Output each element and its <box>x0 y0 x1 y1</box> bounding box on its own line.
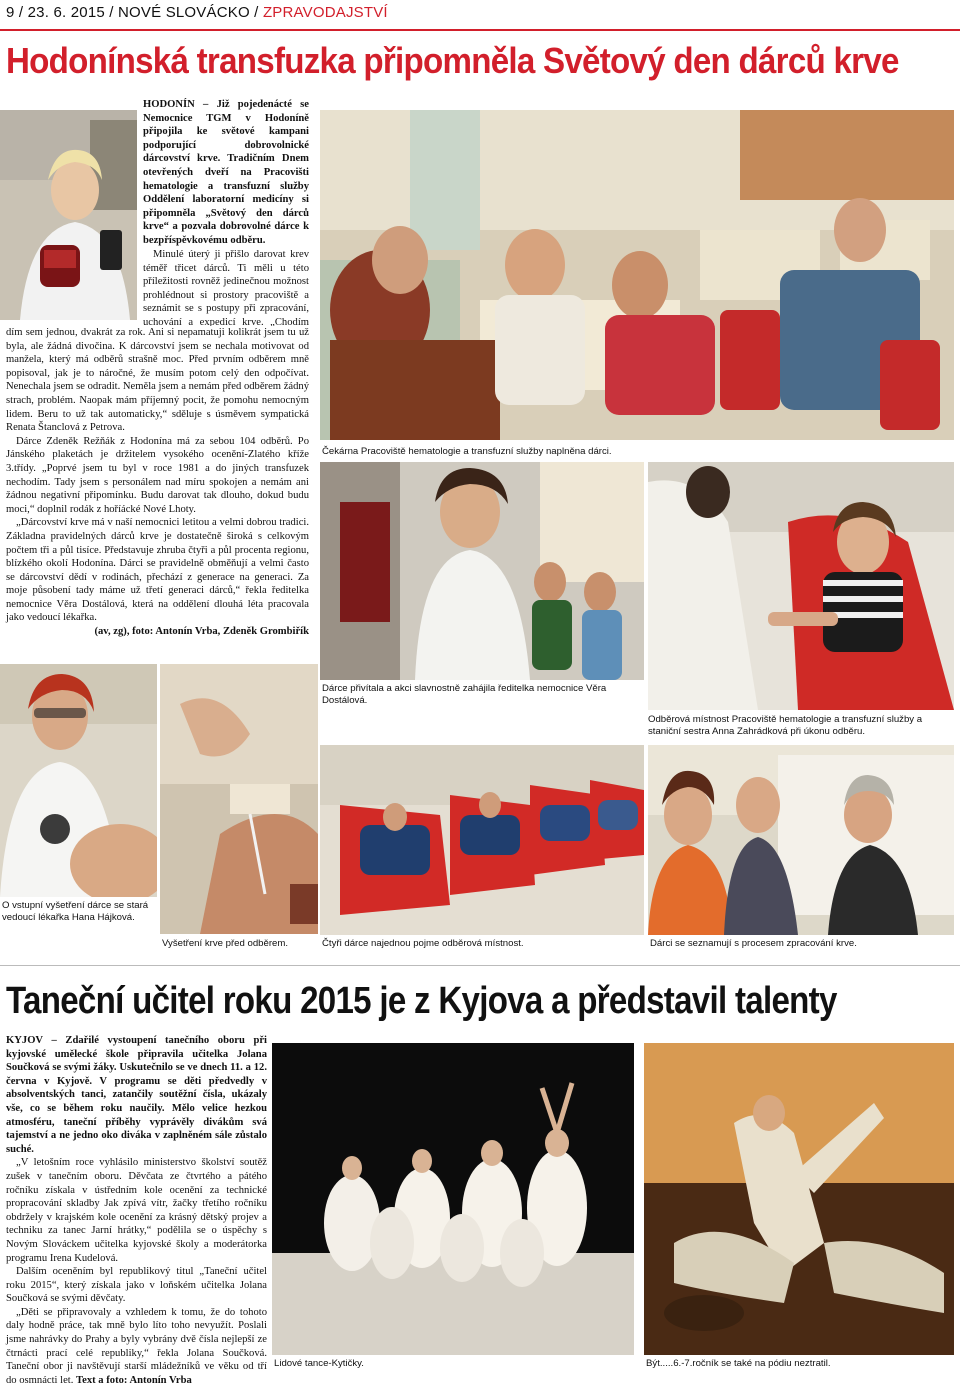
article1-lead: HODONÍN – Již pojedenácté se Nemocnice TGM v Hodoníně připojila ke světové kampani podporující dobrovolnické dárcovství krve. Tradičním Dnem otevřených dveří na Pracovišti hematologie a transfuzní služby Oddělení laboratorní medicíny si připomněla „Světový den dárců krve“ a pozvala dobrovolné dárce k bezpříspěvkovému odběru. <box>143 99 309 246</box>
caption-four-donors: Čtyři dárce najednou pojme odběrová místnost. <box>322 938 524 949</box>
caption-waiting-room: Čekárna Pracoviště hematologie a transfuzní služby naplněna dárci. <box>322 446 612 457</box>
article2-text <box>6 1034 267 1387</box>
article-divider <box>0 965 960 966</box>
article2-headline: Taneční učitel roku 2015 je z Kyjova a představil talenty <box>6 980 837 1022</box>
article1-text-flow <box>6 326 309 639</box>
caption-doctor: O vstupní vyšetření dárce se stará vedoucí lékařka Hana Hájková. <box>2 900 149 923</box>
photo-exam <box>160 664 318 934</box>
photo-kids-dancing <box>272 1043 634 1355</box>
issue-info: 9 / 23. 6. 2015 / NOVÉ SLOVÁCKO / <box>6 4 263 21</box>
article2-paragraph-2: Dalším oceněním byl republikový titul „Taneční učitel roku 2015“, který získala jako v loňském učitelka Jolana Součková se svými děvčaty. <box>6 1266 267 1305</box>
photo-director <box>320 462 644 680</box>
photo-processing <box>648 745 954 935</box>
photo-collection-room <box>648 462 954 710</box>
caption-processing: Dárci se seznamují s procesem zpracování krve. <box>650 938 857 949</box>
photo-four-donors <box>320 745 644 935</box>
photo-adult-dancers <box>644 1043 954 1355</box>
article2-signature: Text a foto: Antonín Vrba <box>76 1374 192 1386</box>
caption-kids: Lidové tance-Kytičky. <box>274 1358 364 1369</box>
caption-exam: Vyšetření krve před odběrem. <box>162 938 289 949</box>
article1-paragraph-narrow <box>143 248 309 326</box>
caption-director: Dárce přivítala a akci slavnostně zahájila ředitelka nemocnice Věra Dostálová. <box>322 683 607 706</box>
article1-paragraph-2: Dárce Zdeněk Režňák z Hodonína má za sebou 104 odběrů. Po Jánského plaketách je držitelem vysokého ocenění-Zlatého kříže 3.třídy. „Poprvé jsem tu byl v roce 1981 a do jiných transfuzek nechodím. Tady jsem s personálem nad míru spokojen a nemám ani žádnou negativní připomínku. Budu darovat tak dlouho, dokud budu moci,“ doplnil rodák z hoříácké Nové Lhoty. <box>6 435 309 515</box>
page-header <box>6 4 388 21</box>
article1-paragraph-3: „Dárcovství krve má v naší nemocnici letitou a velmi dobrou tradici. Základna pravidelných dárců krve je dostatečně široká s celkovým počtem tři a půl tisíce. Představuje zhruba čtyři a půl procenta regionu, blízkého okolí Hodonína. Dárci se pravidelně obměňují a velmi často se dárcovství dědí v rodinách, přechází z generace na generaci. Za moje působení tady máme už třetí generaci dárců,“ řekla ředitelka nemocnice Věra Dostálová, která na oddělení dlouhá léta pracovala jako vedoucí lékařka. <box>6 517 309 624</box>
photo-doctor <box>0 664 157 897</box>
article1-signature: (av, zg), foto: Antonín Vrba, Zdeněk Grombiřík <box>94 626 309 638</box>
photo-waiting-room <box>320 110 954 440</box>
article1-headline: Hodonínská transfuzka připomněla Světový den dárců krve <box>6 40 899 81</box>
caption-adults: Být.....6.-7.ročník se také na pódiu neztratil. <box>646 1358 831 1369</box>
article2-paragraph-3: „Děti se připravovaly a vzhledem k tomu, že do tohoto daly hodně práce, tak mně bylo líto toho nevyužít. Poslali jsme nahrávky do Prahy a byly vybrány dvě čísla nejlepší ze čtrnácti prací celé republiky,“ řekla Jolana Součková. Taneční obor ji navštěvují starší mládežníků ve věku od tří do osmnácti let. Text a foto: Antonín Vrba <box>6 1306 267 1386</box>
section-label: ZPRAVODAJSTVÍ <box>262 4 388 21</box>
photo-nurse-blood-bag <box>0 110 137 320</box>
article1-lead-column <box>143 98 309 248</box>
article1-paragraph-1: Minulé úterý ji přišlo darovat krev téměř třicet dárců. Ti měli u této příležitosti rovněž jedinečnou možnost prohlédnout si prostory pracoviště a seznámit se s postupy při zpracování, uchování a expedicí krve. „Chodím <box>143 249 309 326</box>
header-rule <box>0 29 960 31</box>
article1-paragraph-1b: dím sem jednou, dvakrát za rok. Ani si nepamatuji kolikrát jsem tu už byla, ale žádná divočina. K dárcovství jsem se nechala motivovat od manžela, který má odběrů strašně moc. Před prvním odběrem mně popisoval, jak je to náročné, že musím potom celý den odpočívat. Nenechala jsem se odradit. Neměla jsem a nemám před odběrem žádný strach, problém. Naopak mám příjemný pocit, že pomohu nemocným lidem. Beru to už tak automaticky,“ sděluje s úsměvem sympatická Renata Štanclová z Petrova. <box>6 327 309 434</box>
caption-collection-room: Odběrová místnost Pracoviště hematologie a transfuzní služby a staniční sestra Anna Zahrádková při úkonu odběru. <box>648 714 923 737</box>
article2-paragraph-1: „V letošním roce vyhlásilo ministerstvo školství soutěž zušek v tanečním oboru. Děvčata ze čtvrtého a pátého ročníku získala v ústředním kole ocenění za technické propracování skladby Jak zpívá vítr, žačky třetího ročníku obdržely v krajském kole ocenění za krásný dětský projev a techniku za tanec Jarní hrátky,“ podělila se o úspěchy s Novým Slováckem učitelka kyjovské školy a moderátorka programu Irena Kudelová. <box>6 1157 267 1264</box>
article2-lead: KYJOV – Zdařilé vystoupení tanečního oboru při kyjovské umělecké škole připravila učitelka Jolana Součková se svými žáky. Uskutečnilo se ve dnech 11. a 12. června v Kyjově. V programu se děti předvedly v absolventských tanci, zatančily soutěžní čísla, ukázaly vše, co se během roku naučily. Mělo velice hezkou atmosféru, taneční příběhy vyprávěly divákům svá tajemství a ne jedno oko diváka v zaplněném sále zůstalo suché. <box>6 1035 267 1155</box>
